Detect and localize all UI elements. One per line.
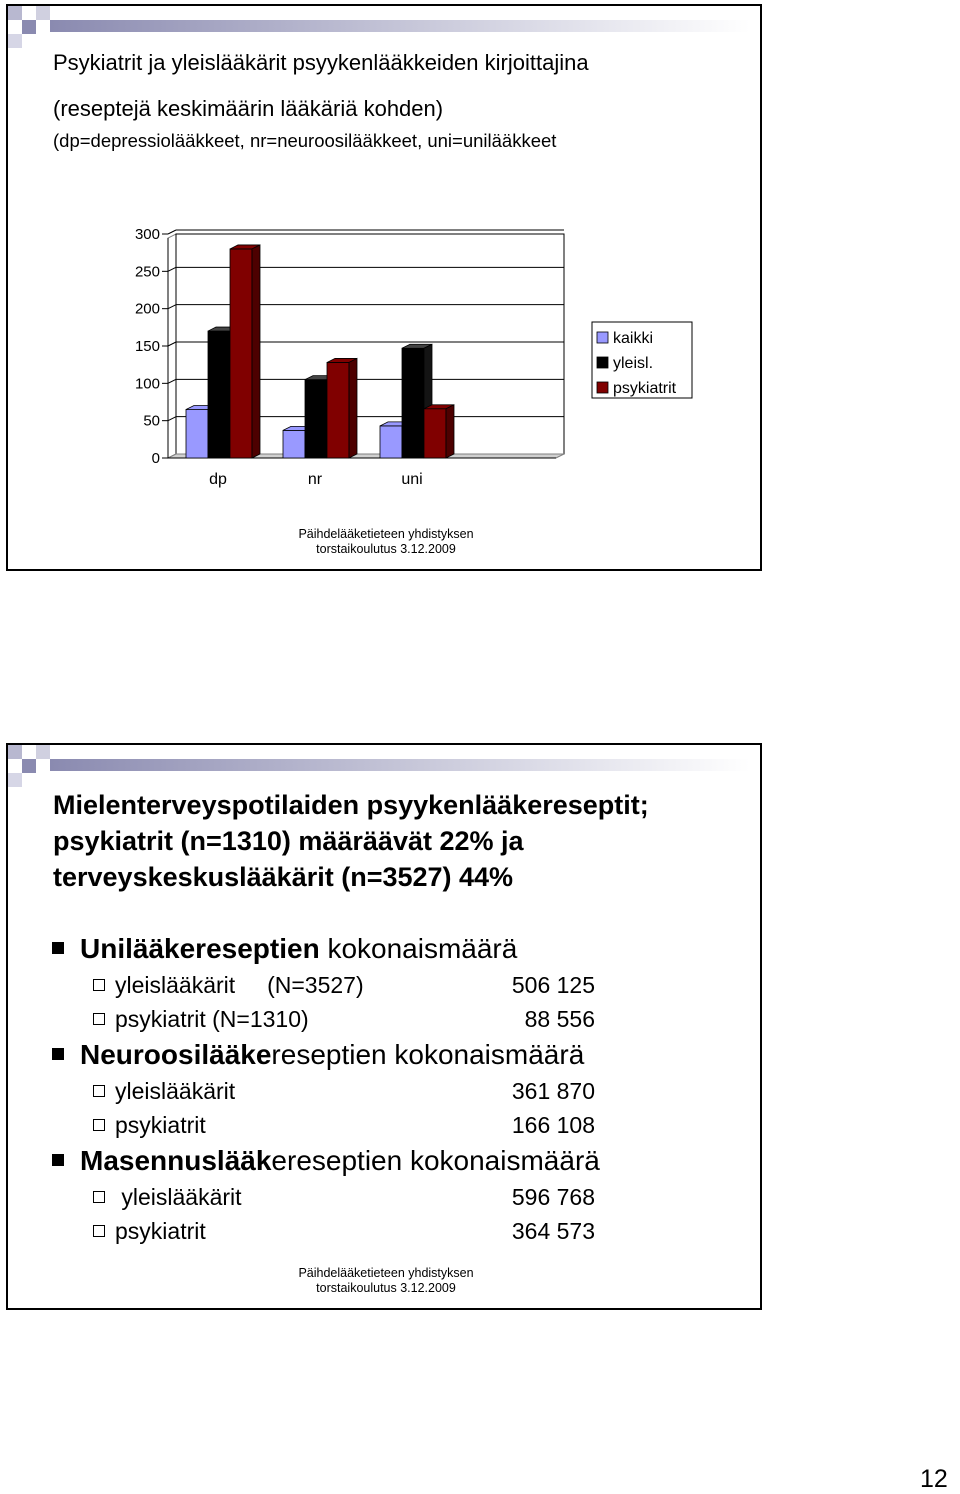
- group-anxiolytic-title: [52, 1039, 584, 1071]
- row-label: yleislääkärit (N=3527): [115, 972, 364, 998]
- bar-yleisl-nr: [305, 380, 327, 458]
- chart-slide-subtitle: (reseptejä keskimäärin lääkäriä kohden): [53, 96, 444, 121]
- row-value: 364 573: [511, 1218, 595, 1244]
- group-title-bold: Unilääkereseptien: [80, 933, 320, 964]
- heading-line2: psykiatrit (n=1310) määräävät 22% ja: [53, 826, 524, 856]
- bar-psykiatrit-nr: [327, 362, 349, 458]
- group-antidepressant-title: [52, 1145, 600, 1177]
- row-label: psykiatrit: [115, 1112, 206, 1138]
- chart-slide-title: Psykiatrit ja yleislääkärit psyykenlääkkeiden kirjoittajina: [53, 50, 589, 75]
- list-item: [93, 1078, 235, 1105]
- bar-psykiatrit-uni: [424, 409, 446, 458]
- bullet-box-icon: [93, 1085, 105, 1097]
- y-tick-label: 50: [143, 412, 160, 430]
- bullet-square-icon: [52, 942, 64, 954]
- page-number: 12: [920, 1465, 948, 1493]
- row-value: 506 125: [511, 972, 595, 998]
- heading-line1: Mielenterveyspotilaiden psyykenlääkereseptit;: [53, 790, 649, 820]
- bullet-box-icon: [93, 1013, 105, 1025]
- y-tick-label: 250: [134, 263, 160, 281]
- bullet-box-icon: [93, 979, 105, 991]
- group-sleep-title: [52, 933, 517, 965]
- x-tick-label-nr: nr: [307, 471, 323, 488]
- chart-slide-note: (dp=depressiolääkkeet, nr=neuroosilääkkeet, uni=unilääkkeet: [53, 130, 557, 151]
- slide1-footer: [8, 527, 764, 557]
- bar-side: [252, 245, 260, 458]
- y-gridline-side: [168, 230, 176, 234]
- bullet-square-icon: [52, 1154, 64, 1166]
- heading-line3: terveyskeskuslääkärit (n=3527) 44%: [53, 862, 514, 892]
- row-value: 361 870: [511, 1078, 595, 1104]
- row-value: 166 108: [511, 1112, 595, 1138]
- bar-kaikki-uni: [380, 426, 402, 458]
- prescriptions-heading: [53, 787, 753, 895]
- y-tick-label: 100: [134, 375, 160, 393]
- legend-swatch: [597, 382, 608, 393]
- bullet-square-icon: [52, 1048, 64, 1060]
- bar-yleisl-dp: [208, 331, 230, 458]
- x-tick-label-uni: uni: [401, 471, 423, 488]
- bar-kaikki-dp: [186, 409, 208, 458]
- y-tick-label: 0: [151, 450, 160, 467]
- group-title-rest: ereseptien kokonaismäärä: [271, 1145, 600, 1176]
- list-item: [93, 1218, 206, 1245]
- bar-chart: [8, 6, 764, 516]
- list-item: [93, 1184, 242, 1211]
- y-tick-label: 150: [134, 338, 160, 355]
- bullet-box-icon: [93, 1119, 105, 1131]
- x-tick-label-dp: dp: [209, 471, 227, 488]
- bar-side: [349, 358, 357, 458]
- group-title-bold: Masennuslääk: [80, 1145, 272, 1176]
- slide-prescriptions: [6, 743, 762, 1310]
- bar-psykiatrit-dp: [230, 249, 252, 458]
- legend-label: kaikki: [613, 330, 654, 347]
- footer-line1: Päihdelääketieteen yhdistyksen: [298, 527, 474, 541]
- row-label: yleislääkärit: [115, 1184, 242, 1210]
- y-tick-label: 200: [134, 300, 160, 318]
- legend-swatch: [597, 332, 608, 343]
- legend-swatch: [597, 357, 608, 368]
- bar-kaikki-nr: [283, 430, 305, 458]
- list-item: [93, 1006, 309, 1033]
- slide2-footer: [8, 1266, 764, 1296]
- footer-line1: Päihdelääketieteen yhdistyksen: [298, 1266, 474, 1280]
- row-label: psykiatrit: [115, 1218, 206, 1244]
- group-title-bold: Neuroosilääke: [80, 1039, 272, 1070]
- list-item: [93, 1112, 206, 1139]
- bullet-box-icon: [93, 1225, 105, 1237]
- group-title-rest: kokonaismäärä: [319, 933, 518, 964]
- list-item: [93, 972, 364, 999]
- slide-chart: [6, 4, 762, 571]
- row-value: 596 768: [511, 1184, 595, 1210]
- bar-yleisl-uni: [402, 348, 424, 458]
- row-label: psykiatrit (N=1310): [115, 1006, 309, 1032]
- legend-label: yleisl.: [613, 355, 654, 372]
- footer-line2: torstaikoulutus 3.12.2009: [316, 1281, 456, 1295]
- group-title-rest: reseptien kokonaismäärä: [271, 1039, 585, 1070]
- footer-line2: torstaikoulutus 3.12.2009: [316, 542, 456, 556]
- bar-side: [446, 405, 454, 458]
- bullet-box-icon: [93, 1191, 105, 1203]
- y-tick-label: 300: [134, 226, 160, 243]
- row-label: yleislääkärit: [115, 1078, 236, 1104]
- row-value: 88 556: [524, 1006, 595, 1032]
- legend-label: psykiatrit: [613, 380, 677, 397]
